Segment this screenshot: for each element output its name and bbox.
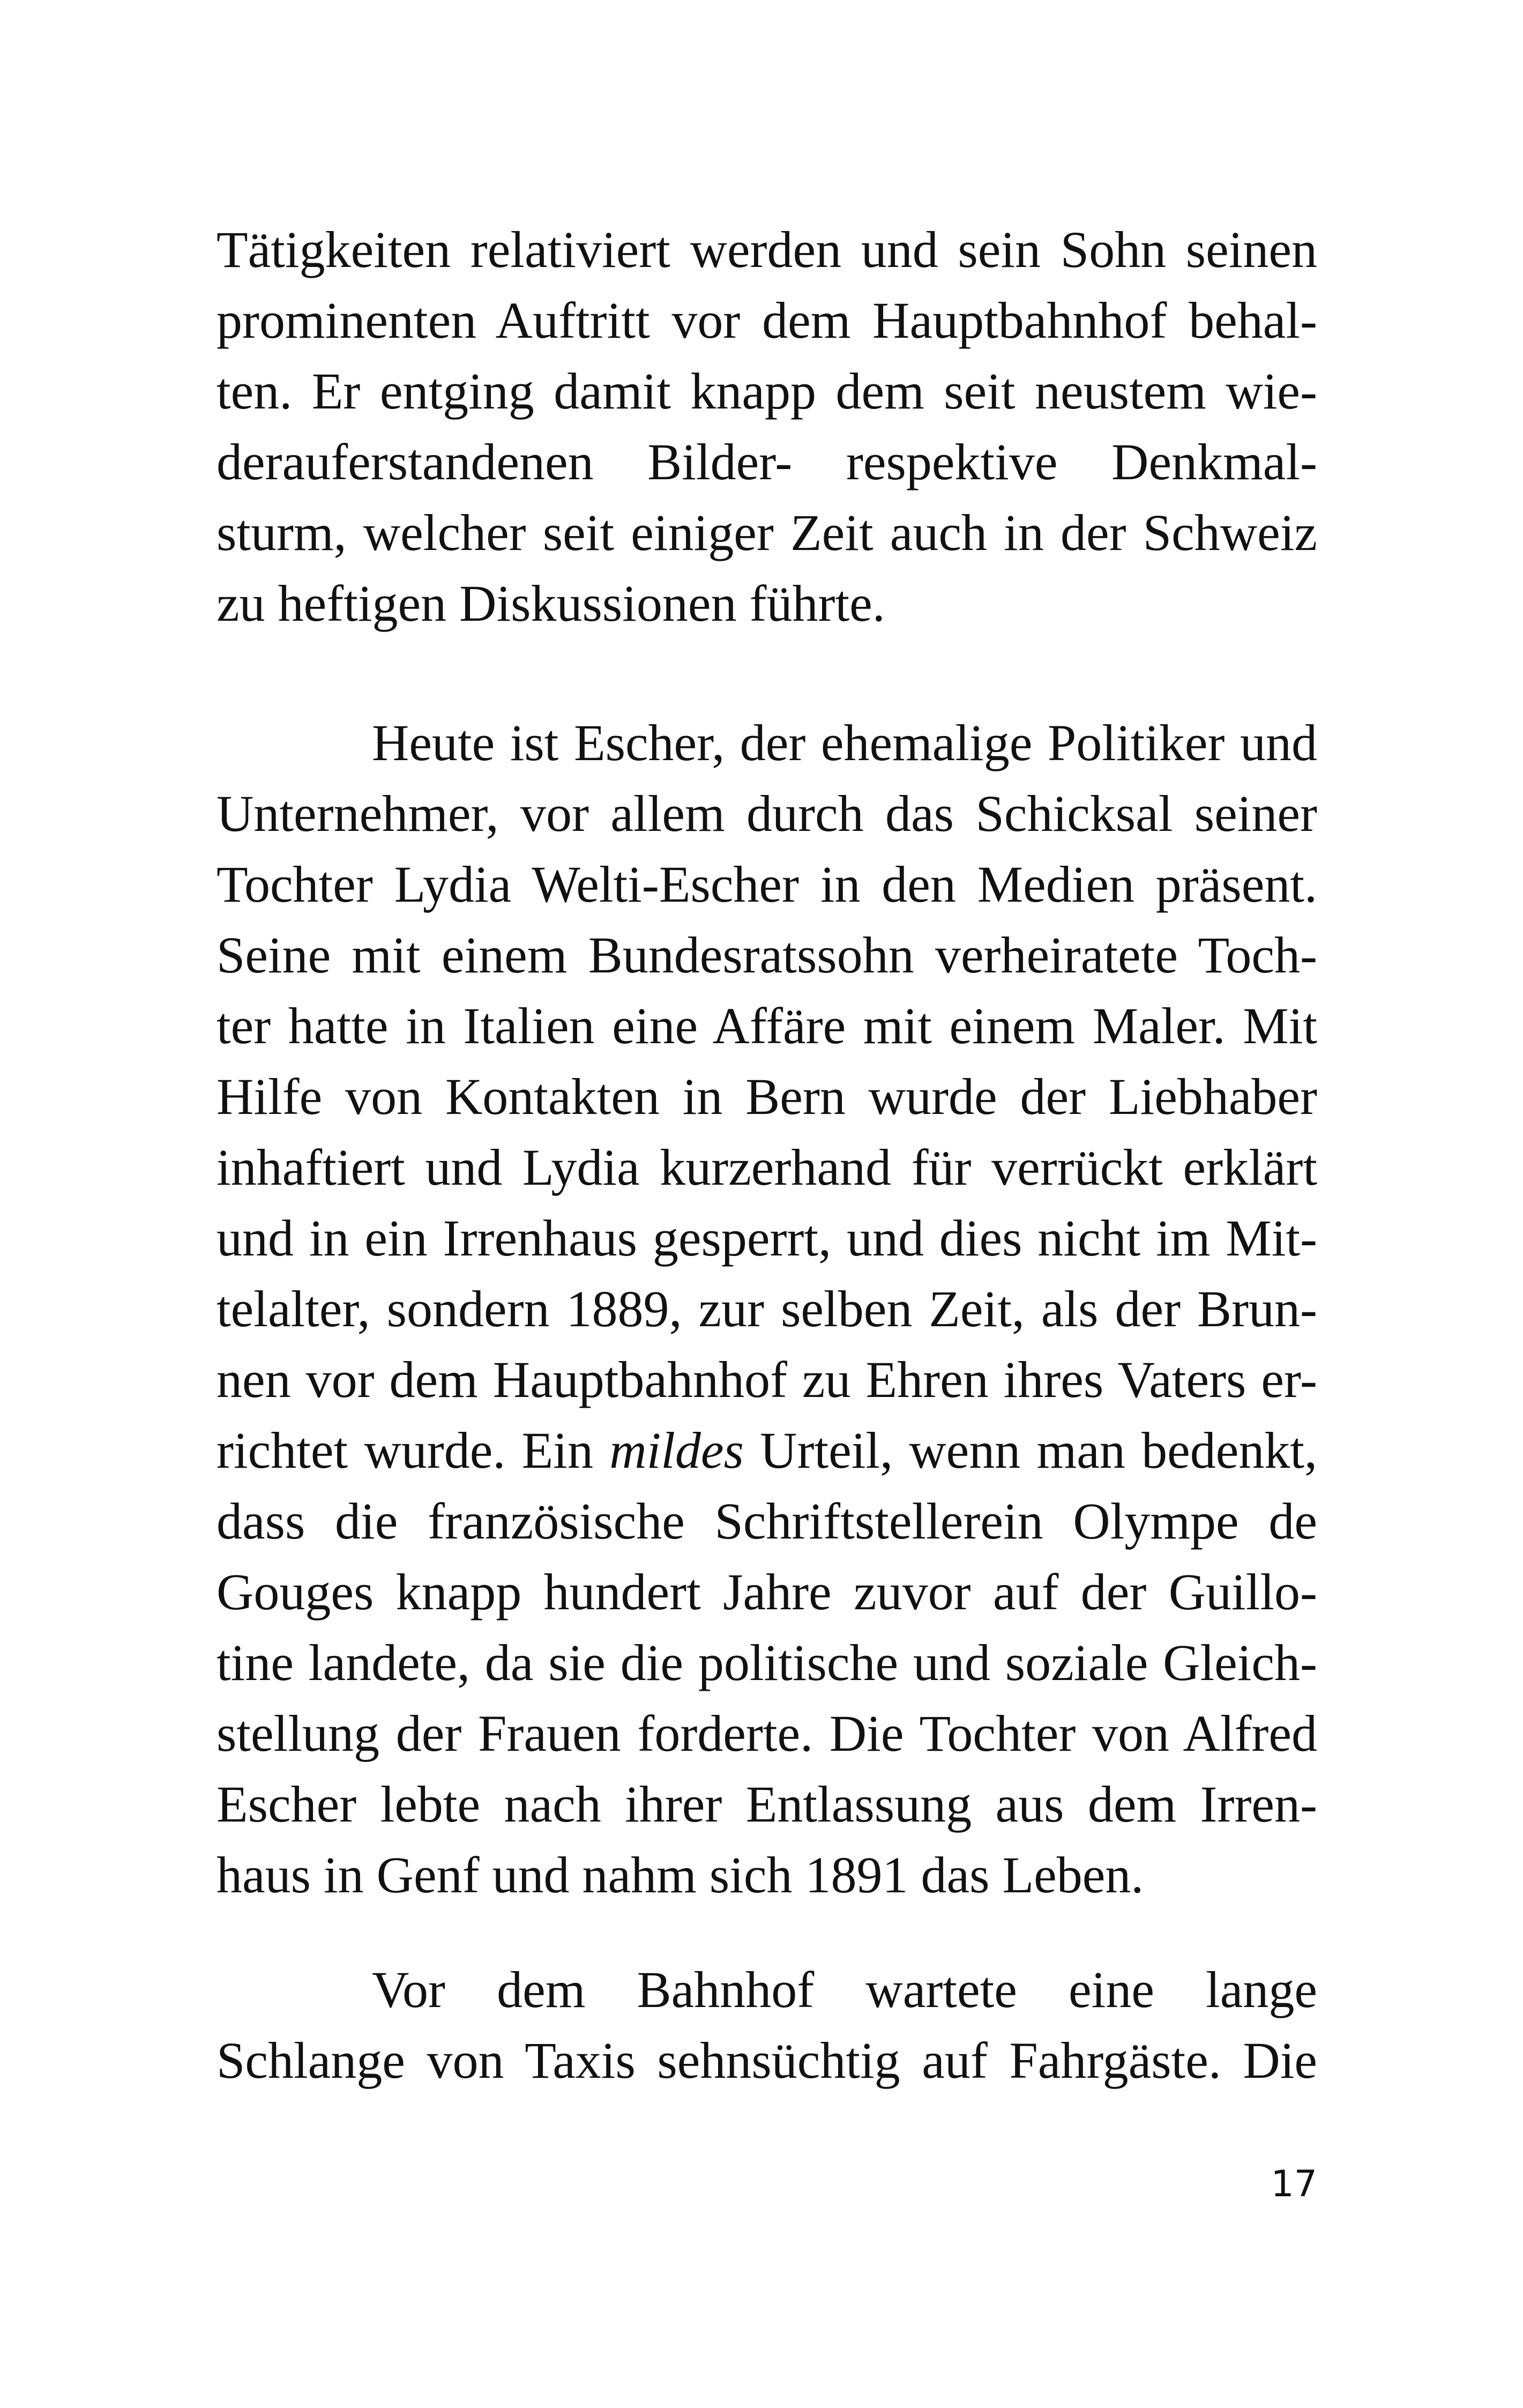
text-line: zu heftigen Diskussionen führte. — [216, 575, 885, 632]
paragraph-1 — [216, 214, 1317, 639]
text-line: Escher lebte nach ihrer Entlassung aus dem Irren- — [216, 1775, 1317, 1833]
text-line: Seine mit einem Bundesratssohn verheiratete Toch- — [216, 926, 1317, 984]
text-line: tine landete, da sie die politische und soziale Gleich- — [216, 1634, 1317, 1691]
page-number: 17 — [1271, 2163, 1317, 2205]
text-segment: richtet wurde. Ein — [216, 1422, 610, 1479]
text-line: ter hatte in Italien eine Affäre mit einem Maler. Mit — [216, 997, 1317, 1054]
text-line: Tochter Lydia Welti-Escher in den Medien präsent. — [216, 856, 1317, 913]
text-line: prominenten Auftritt vor dem Hauptbahnhof behal- — [216, 292, 1317, 349]
text-line: Vor dem Bahnhof wartete eine lange — [372, 1961, 1317, 2018]
text-line: haus in Genf und nahm sich 1891 das Leben. — [216, 1846, 1144, 1904]
text-line: ten. Er entging damit knapp dem seit neustem wie- — [216, 362, 1317, 420]
text-line-with-emphasis — [216, 1415, 1317, 1486]
text-line: derauferstandenen Bilder- respektive Denkmal- — [216, 433, 1317, 490]
text-line: stellung der Frauen forderte. Die Tochter von Alfred — [216, 1705, 1317, 1762]
text-line: Gouges knapp hundert Jahre zuvor auf der Guillo- — [216, 1563, 1317, 1621]
text-line: Tätigkeiten relativiert werden und sein Sohn seinen — [216, 221, 1317, 278]
text-segment: Urteil, wenn man bedenkt, — [743, 1422, 1318, 1479]
text-line: nen vor dem Hauptbahnhof zu Ehren ihres Vaters er- — [216, 1351, 1317, 1408]
text-line: inhaftiert und Lydia kurzerhand für verrückt erklärt — [216, 1139, 1317, 1196]
text-line: Heute ist Escher, der ehemalige Politiker und — [372, 714, 1317, 771]
text-line: Hilfe von Kontakten in Bern wurde der Liebhaber — [216, 1068, 1317, 1125]
text-line: telalter, sondern 1889, zur selben Zeit, als der Brun- — [216, 1280, 1317, 1337]
paragraph-2 — [216, 708, 1317, 1911]
paragraph-3 — [216, 1954, 1317, 2096]
text-line: Schlange von Taxis sehnsüchtig auf Fahrgäste. Die — [216, 2032, 1317, 2089]
text-line: sturm, welcher seit einiger Zeit auch in der Schweiz — [216, 504, 1317, 561]
text-line: dass die französische Schriftstellerein Olympe de — [216, 1492, 1317, 1550]
text-line: und in ein Irrenhaus gesperrt, und dies nicht im Mit- — [216, 1209, 1317, 1267]
emphasized-word: mildes — [609, 1422, 744, 1479]
text-line: Unternehmer, vor allem durch das Schicksal seiner — [216, 785, 1317, 842]
